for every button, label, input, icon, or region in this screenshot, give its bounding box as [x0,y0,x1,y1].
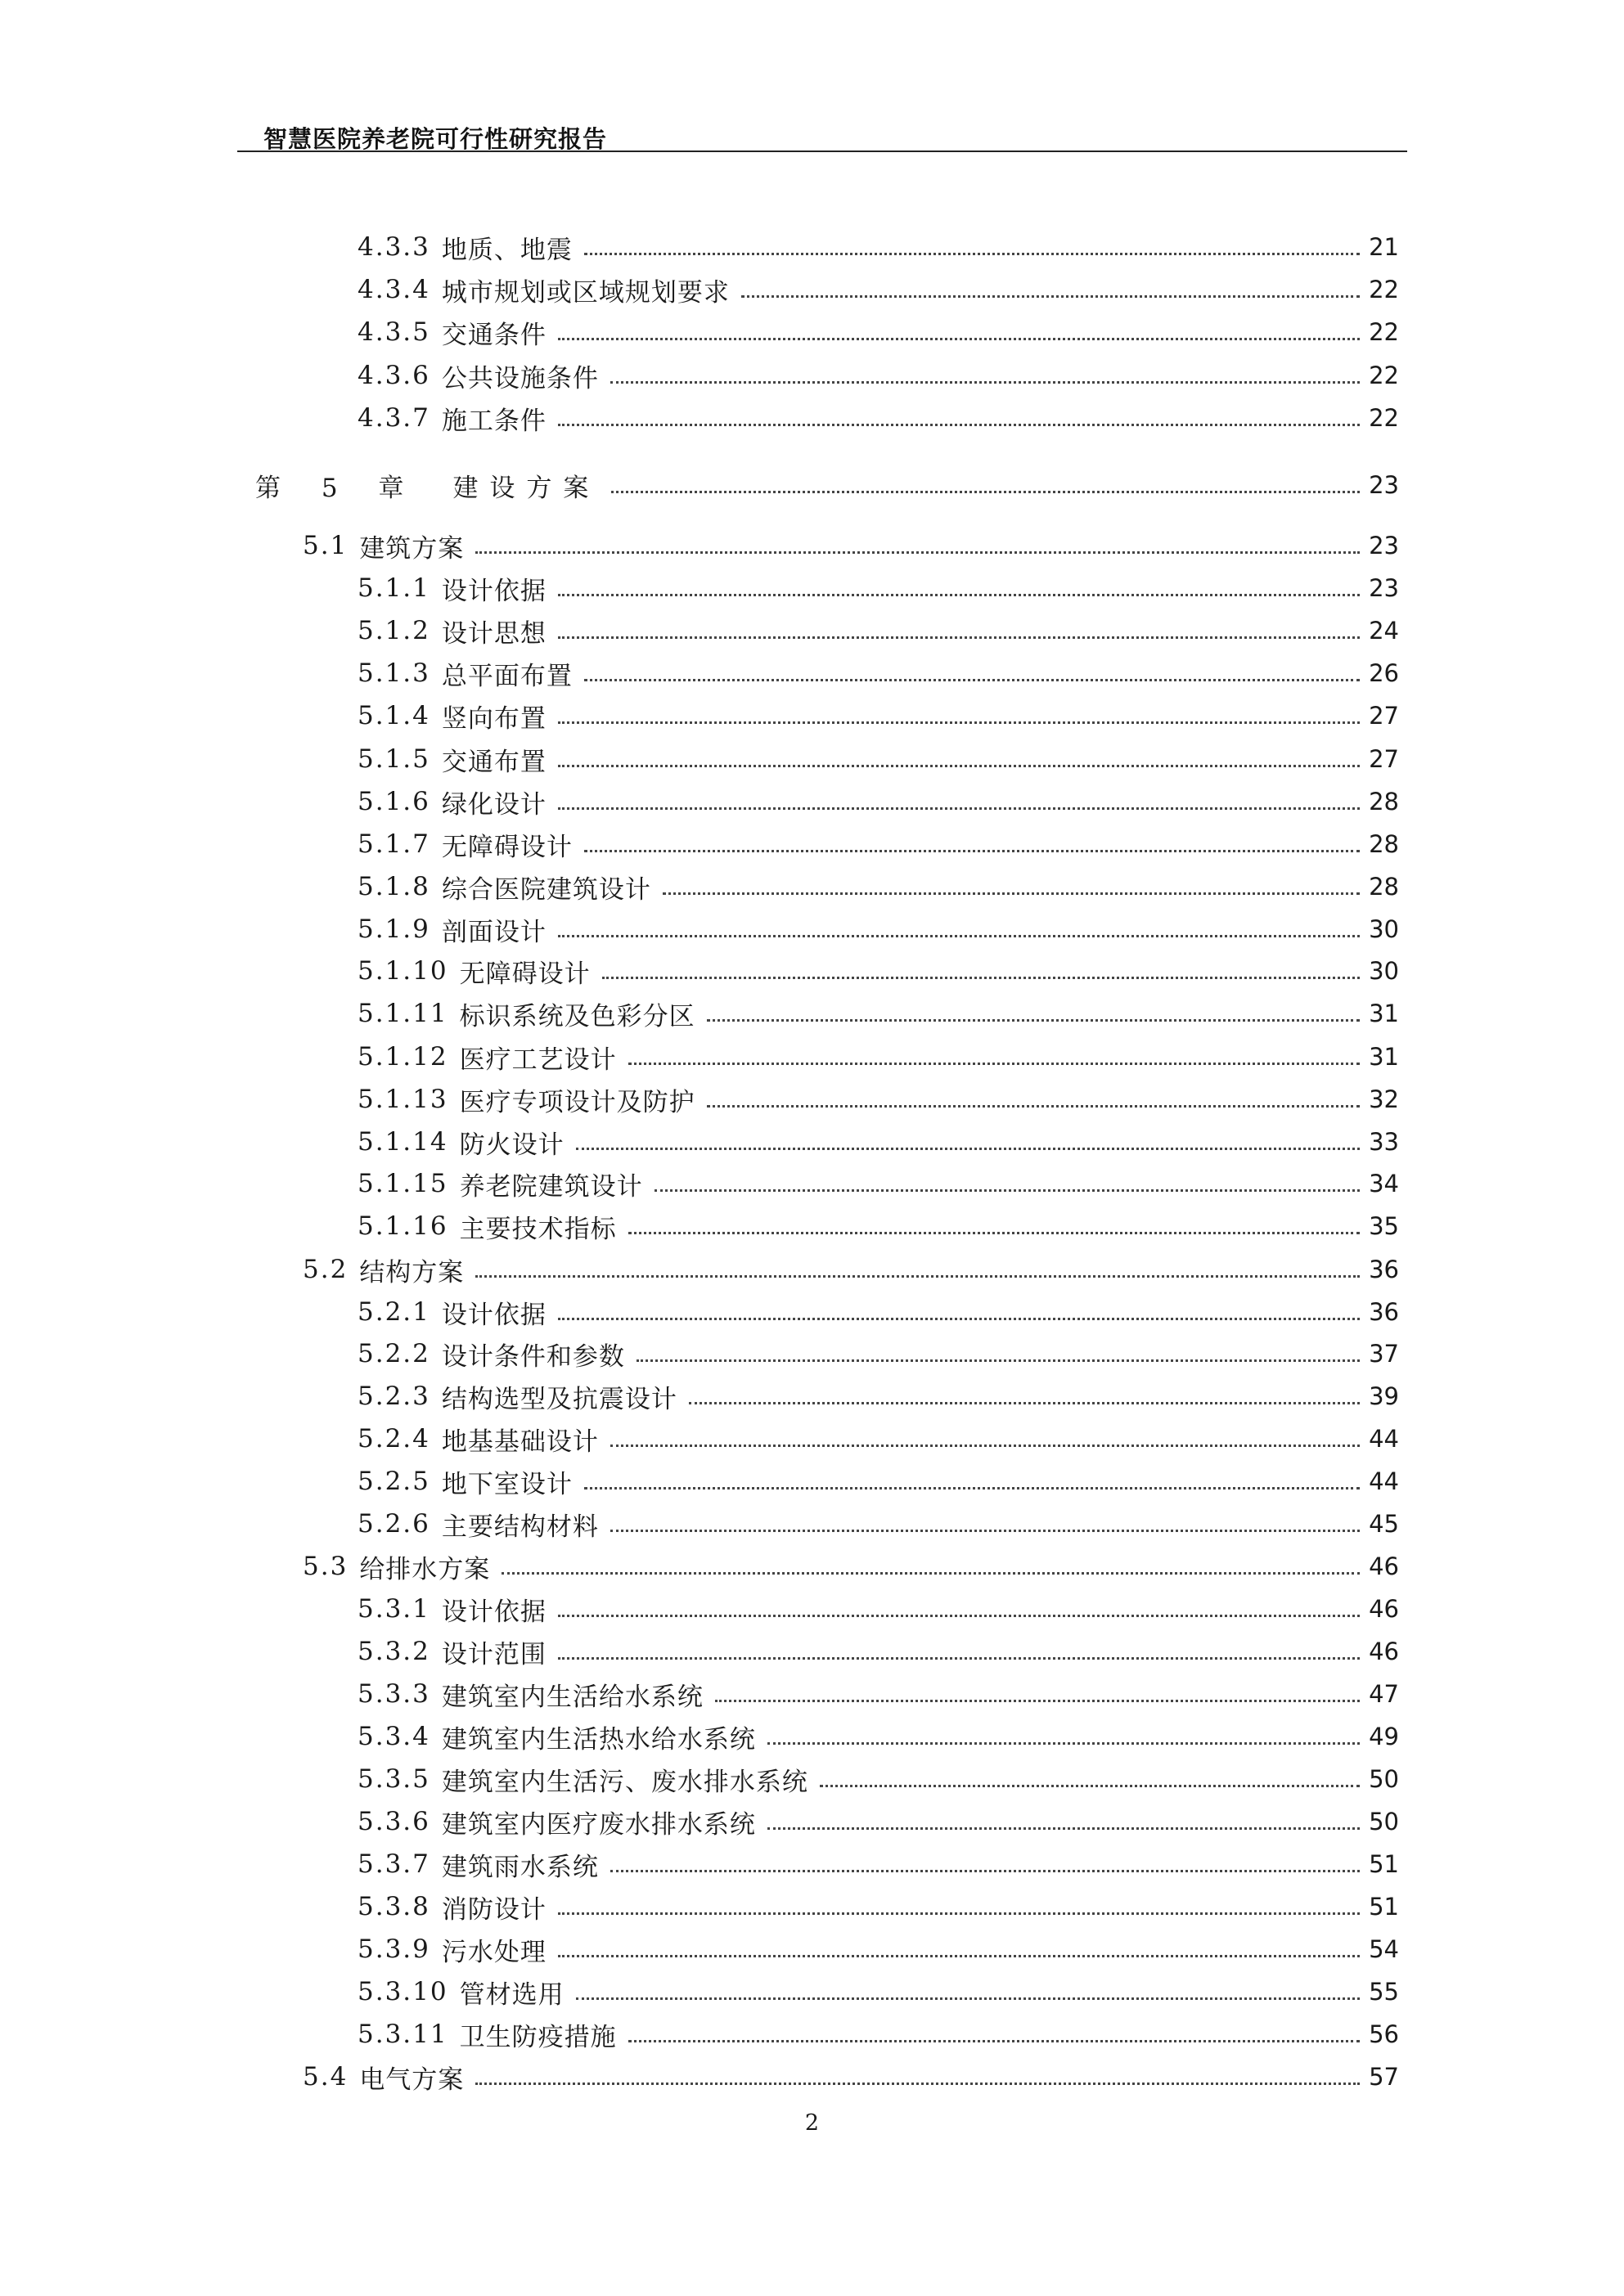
toc-entry[interactable] [0,1124,1624,1160]
toc-entry-page: 24 [1369,617,1399,645]
toc-entry[interactable] [0,1378,1624,1414]
toc-entry-number: 5.4 [303,2062,349,2092]
toc-entry[interactable] [0,1676,1624,1712]
toc-entry-title: 防火设计 [459,1130,565,1160]
toc-dot-leader [637,1359,1360,1362]
toc-entry[interactable] [0,1039,1624,1075]
toc-entry-title: 设计思想 [441,618,547,649]
toc-entry-number: 5.2.3 [358,1382,430,1411]
toc-entry[interactable] [0,741,1624,777]
toc-entry-title: 总平面布置 [441,661,573,691]
toc-entry[interactable] [0,1804,1624,1840]
toc-entry-page: 23 [1369,574,1399,602]
toc-entry[interactable] [0,1166,1624,1202]
toc-dot-leader [584,1487,1360,1489]
toc-entry-title: 剖面设计 [441,917,547,947]
toc-entry-title: 建筑方案 [359,533,465,564]
toc-dot-leader [584,679,1360,681]
toc-dot-leader [558,765,1360,767]
toc-entry-title: 地质、地震 [441,235,573,265]
toc-entry-number: 5.1.15 [358,1169,448,1198]
toc-entry-number: 4.3.7 [358,403,430,433]
toc-entry-number: 5.1.2 [358,616,430,645]
toc-entry-title: 设计范围 [441,1639,547,1669]
toc-entry[interactable] [0,995,1624,1031]
toc-entry-page: 28 [1369,873,1399,901]
toc-entry-title: 养老院建筑设计 [459,1171,643,1202]
toc-entry-page: 44 [1369,1425,1399,1453]
toc-entry-number: 4.3.6 [358,361,430,390]
toc-dot-leader [628,1063,1360,1065]
toc-dot-leader [558,1615,1360,1617]
toc-entry-page: 44 [1369,1467,1399,1495]
toc-entry-page: 46 [1369,1638,1399,1665]
toc-entry-number: 第 5 章 [255,473,421,503]
toc-entry-page: 51 [1369,1850,1399,1878]
toc-entry-title: 施工条件 [441,406,547,436]
toc-entry-title: 卫生防疫措施 [459,2022,617,2052]
toc-entry[interactable] [0,1719,1624,1755]
toc-entry-page: 54 [1369,1935,1399,1963]
toc-entry-page: 26 [1369,659,1399,687]
toc-entry[interactable] [0,2059,1624,2095]
toc-entry-number: 5.1.13 [358,1085,448,1114]
toc-entry-page: 47 [1369,1680,1399,1708]
toc-entry-number: 5.1.10 [358,956,448,986]
toc-entry-number: 5.3.11 [358,2020,448,2049]
toc-entry[interactable] [0,1506,1624,1542]
toc-entry-number: 5.3.10 [358,1977,448,2006]
toc-entry-number: 5.1.7 [358,829,430,859]
toc-entry-title: 主要结构材料 [441,1512,599,1542]
toc-entry-page: 23 [1369,532,1399,559]
toc-entry-page: 22 [1369,276,1399,303]
toc-entry[interactable] [0,1761,1624,1797]
toc-entry-title: 给排水方案 [359,1554,491,1584]
toc-entry-page: 36 [1369,1298,1399,1326]
toc-entry-number: 5.3.4 [358,1722,430,1751]
toc-dot-leader [767,1742,1360,1745]
toc-entry-title: 交通条件 [441,320,547,350]
toc-entry[interactable] [0,869,1624,905]
toc-entry-title: 公共设施条件 [441,363,599,393]
toc-dot-leader [655,1189,1360,1192]
toc-dot-leader [475,551,1360,554]
toc-dot-leader [558,1318,1360,1320]
toc-entry-number: 5.3.9 [358,1934,430,1964]
toc-entry-title: 建筑室内生活污、废水排水系统 [441,1767,808,1797]
toc-entry-page: 35 [1369,1212,1399,1240]
toc-entry[interactable] [0,655,1624,691]
toc-dot-leader [475,2083,1360,2085]
toc-entry-number: 4.3.3 [358,232,430,262]
toc-dot-leader [558,1912,1360,1915]
toc-dot-leader [558,1657,1360,1660]
toc-entry-title: 绿化设计 [441,789,547,820]
toc-entry-number: 5.1.5 [358,744,430,774]
toc-entry-number: 5.2.5 [358,1467,430,1496]
toc-entry-title: 建设方案 [452,473,601,503]
toc-entry-page: 32 [1369,1085,1399,1113]
toc-entry[interactable] [0,911,1624,947]
toc-entry-number: 5.3.7 [358,1849,430,1879]
toc-entry-title: 交通布置 [441,747,547,777]
toc-entry[interactable] [0,953,1624,989]
toc-entry[interactable] [0,1931,1624,1967]
toc-entry-page: 31 [1369,1043,1399,1071]
toc-entry-number: 5.1.4 [358,701,430,730]
toc-entry-page: 23 [1369,471,1399,499]
toc-dot-leader [610,1870,1360,1872]
toc-entry-page: 36 [1369,1256,1399,1283]
toc-dot-leader [558,1955,1360,1957]
toc-entry-page: 46 [1369,1595,1399,1623]
toc-entry[interactable] [0,2016,1624,2052]
toc-entry-page: 33 [1369,1128,1399,1156]
toc-entry-page: 50 [1369,1808,1399,1835]
toc-dot-leader [610,1445,1360,1447]
toc-entry-number: 5.3.5 [358,1764,430,1794]
toc-entry-page: 22 [1369,362,1399,389]
toc-entry[interactable] [0,1591,1624,1627]
toc-dot-leader [741,295,1360,298]
toc-entry-number: 5.3.3 [358,1679,430,1709]
toc-dot-leader [707,1105,1360,1108]
toc-entry-number: 4.3.5 [358,317,430,347]
toc-entry[interactable] [0,1294,1624,1330]
toc-dot-leader [558,424,1360,426]
toc-entry-number: 5.3.8 [358,1892,430,1921]
toc-entry[interactable] [0,229,1624,265]
toc-entry-page: 31 [1369,1000,1399,1027]
toc-dot-leader [689,1402,1360,1404]
toc-entry[interactable] [0,1463,1624,1499]
toc-entry-number: 5.1 [303,531,349,560]
toc-entry-title: 建筑雨水系统 [441,1852,599,1882]
toc-entry[interactable] [0,1633,1624,1669]
toc-entry-number: 4.3.4 [358,275,430,304]
toc-entry-page: 28 [1369,788,1399,816]
toc-dot-leader [558,935,1360,937]
toc-entry[interactable] [0,1081,1624,1117]
toc-entry-title: 地基基础设计 [441,1427,599,1457]
toc-entry-page: 57 [1369,2063,1399,2091]
toc-entry-page: 37 [1369,1340,1399,1368]
toc-entry-title: 医疗专项设计及防护 [459,1087,695,1117]
toc-entry-title: 竖向布置 [441,703,547,734]
toc-dot-leader [558,594,1360,596]
page-number: 2 [804,2110,820,2136]
toc-entry-number: 5.2.6 [358,1509,430,1539]
toc-dot-leader [663,892,1360,895]
toc-entry[interactable] [0,1421,1624,1457]
toc-entry[interactable] [0,272,1624,308]
toc-entry-title: 电气方案 [359,2065,465,2095]
toc-entry-title: 结构选型及抗震设计 [441,1384,677,1414]
toc-entry-title: 建筑室内生活热水给水系统 [441,1724,756,1755]
toc-entry-page: 21 [1369,233,1399,261]
toc-dot-leader [475,1275,1360,1278]
toc-entry-title: 无障碍设计 [441,832,573,862]
toc-entry[interactable] [0,528,1624,564]
toc-chapter-entry[interactable] [0,467,1624,503]
toc-entry-page: 45 [1369,1510,1399,1538]
toc-entry[interactable] [0,1208,1624,1244]
toc-entry-title: 设计依据 [441,576,547,606]
toc-entry-number: 5.3 [303,1552,349,1581]
toc-dot-leader [610,1530,1360,1532]
toc-dot-leader [558,338,1360,340]
toc-entry-page: 46 [1369,1552,1399,1580]
toc-dot-leader [584,850,1360,852]
toc-entry-title: 结构方案 [359,1257,465,1287]
toc-entry-number: 5.1.12 [358,1042,448,1072]
toc-dot-leader [767,1827,1360,1830]
toc-dot-leader [558,807,1360,810]
toc-entry-number: 5.2.2 [358,1339,430,1368]
toc-dot-leader [610,381,1360,384]
toc-entry-page: 22 [1369,404,1399,432]
toc-entry[interactable] [0,698,1624,734]
toc-dot-leader [628,2040,1360,2042]
toc-entry-number: 5.1.1 [358,573,430,603]
toc-entry-page: 22 [1369,318,1399,346]
toc-dot-leader [707,1019,1360,1022]
toc-entry-page: 39 [1369,1382,1399,1410]
toc-entry-number: 5.3.1 [358,1594,430,1624]
toc-entry-page: 28 [1369,830,1399,858]
toc-entry-page: 27 [1369,745,1399,773]
toc-entry-page: 27 [1369,702,1399,730]
toc-entry[interactable] [0,613,1624,649]
toc-entry-page: 56 [1369,2020,1399,2048]
toc-entry-title: 管材选用 [459,1979,565,2010]
toc-entry-title: 设计条件和参数 [441,1341,625,1372]
toc-dot-leader [715,1700,1360,1702]
toc-entry[interactable] [0,400,1624,436]
toc-entry-title: 地下室设计 [441,1469,573,1499]
toc-entry-title: 医疗工艺设计 [459,1045,617,1075]
toc-entry[interactable] [0,1889,1624,1925]
toc-dot-leader [576,1997,1360,2000]
toc-entry-page: 49 [1369,1723,1399,1750]
toc-entry-title: 城市规划或区域规划要求 [441,277,730,308]
toc-entry-title: 标识系统及色彩分区 [459,1001,695,1031]
toc-entry-title: 主要技术指标 [459,1214,617,1244]
toc-entry[interactable] [0,784,1624,820]
toc-dot-leader [502,1572,1360,1575]
toc-entry[interactable] [0,826,1624,862]
toc-entry[interactable] [0,1974,1624,2010]
toc-entry[interactable] [0,357,1624,393]
toc-dot-leader [611,491,1360,493]
toc-dot-leader [558,636,1360,639]
toc-entry-page: 50 [1369,1765,1399,1793]
toc-entry-number: 5.2.1 [358,1297,430,1327]
toc-entry[interactable] [0,570,1624,606]
toc-entry-number: 5.1.8 [358,872,430,901]
toc-dot-leader [558,721,1360,724]
toc-dot-leader [576,1148,1360,1150]
toc-entry-number: 5.2 [303,1255,349,1284]
toc-dot-leader [628,1232,1360,1234]
toc-entry-number: 5.1.16 [358,1211,448,1241]
toc-entry-number: 5.1.11 [358,999,448,1028]
toc-entry-title: 消防设计 [441,1894,547,1925]
toc-entry-number: 5.1.6 [358,787,430,816]
toc-dot-leader [584,253,1360,255]
toc-entry-number: 5.3.6 [358,1807,430,1836]
toc-entry-title: 综合医院建筑设计 [441,874,651,905]
toc-entry-title: 无障碍设计 [459,959,591,989]
toc-entry[interactable] [0,1336,1624,1372]
toc-entry-title: 建筑室内医疗废水排水系统 [441,1809,756,1840]
toc-dot-leader [602,977,1360,979]
toc-entry[interactable] [0,1846,1624,1882]
toc-entry-title: 建筑室内生活给水系统 [441,1682,704,1712]
toc-entry-title: 污水处理 [441,1937,547,1967]
toc-entry-title: 设计依据 [441,1597,547,1627]
toc-dot-leader [820,1785,1360,1787]
toc-entry-number: 5.3.2 [358,1637,430,1666]
toc-entry-number: 5.2.4 [358,1424,430,1454]
toc-entry-number: 5.1.9 [358,914,430,944]
page-header-title: 智慧医院养老院可行性研究报告 [263,125,608,153]
toc-entry-title: 设计依据 [441,1300,547,1330]
toc-entry-number: 5.1.3 [358,658,430,688]
toc-entry-page: 51 [1369,1893,1399,1921]
toc-entry-number: 5.1.14 [358,1127,448,1157]
toc-entry-page: 34 [1369,1170,1399,1197]
toc-entry[interactable] [0,1548,1624,1584]
toc-entry[interactable] [0,1251,1624,1287]
toc-entry-page: 55 [1369,1978,1399,2006]
toc-entry-page: 30 [1369,957,1399,985]
toc-entry[interactable] [0,314,1624,350]
toc-entry-page: 30 [1369,915,1399,943]
